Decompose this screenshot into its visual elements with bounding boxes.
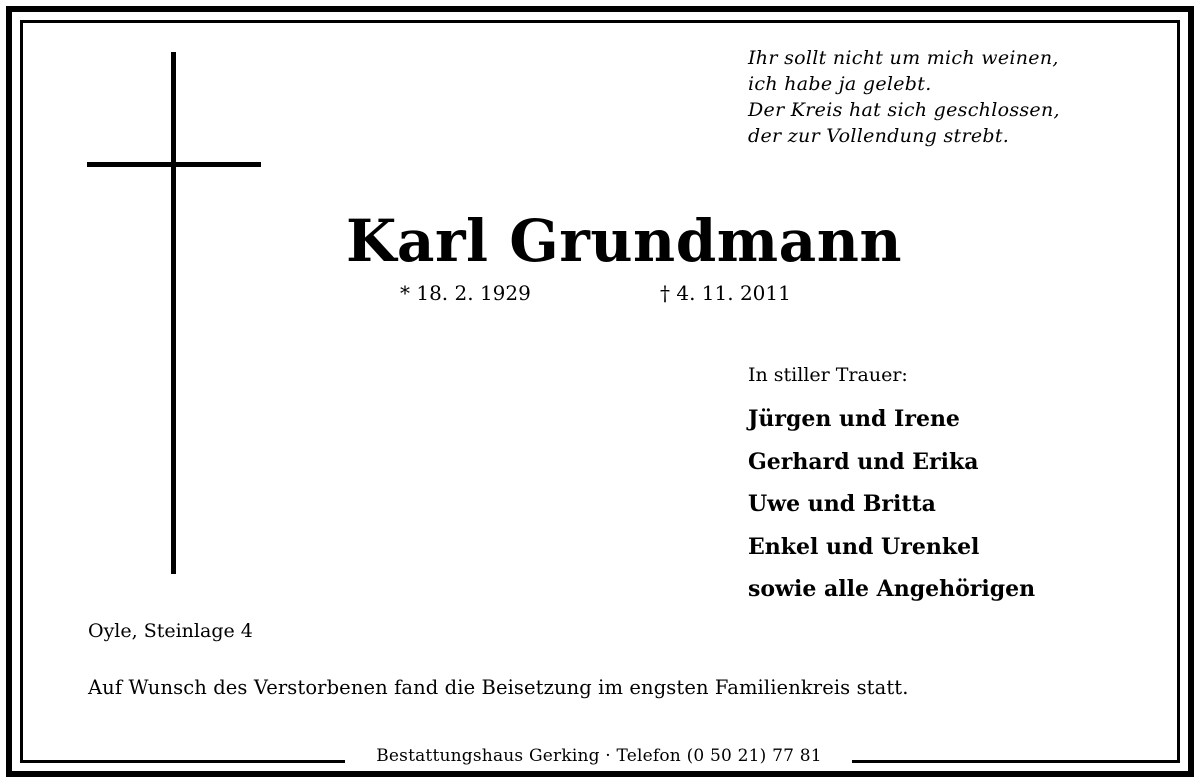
- poem-line: der zur Vollendung strebt.: [748, 125, 1010, 147]
- cross-icon-horizontal-bar: [87, 162, 261, 167]
- funeral-home-footer: Bestattungshaus Gerking · Telefon (0 50 21) 77 81: [376, 746, 822, 766]
- mourner-name: sowie alle Angehörigen: [748, 576, 1036, 602]
- cross-icon-vertical-bar: [171, 52, 176, 574]
- birth-date: * 18. 2. 1929: [400, 281, 531, 305]
- poem-line: Ihr sollt nicht um mich weinen,: [748, 47, 1059, 69]
- mourner-name: Enkel und Urenkel: [748, 533, 980, 560]
- poem-line: Der Kreis hat sich geschlossen,: [748, 99, 1060, 121]
- poem-line: ich habe ja gelebt.: [748, 73, 932, 95]
- mourners-list: [748, 398, 1035, 611]
- mourning-intro: In stiller Trauer:: [748, 364, 908, 386]
- poem: [748, 45, 1060, 149]
- burial-note: Auf Wunsch des Verstorbenen fand die Beisetzung im engsten Familienkreis statt.: [88, 676, 909, 699]
- deceased-name: Karl Grundmann: [346, 207, 903, 275]
- bottom-border-left: [20, 760, 345, 763]
- mourner-name: Uwe und Britta: [748, 491, 936, 517]
- address: Oyle, Steinlage 4: [88, 620, 253, 642]
- mourner-name: Jürgen und Irene: [748, 406, 960, 432]
- bottom-border-right: [852, 760, 1180, 763]
- death-date: † 4. 11. 2011: [660, 281, 791, 305]
- mourner-name: Gerhard und Erika: [748, 448, 979, 475]
